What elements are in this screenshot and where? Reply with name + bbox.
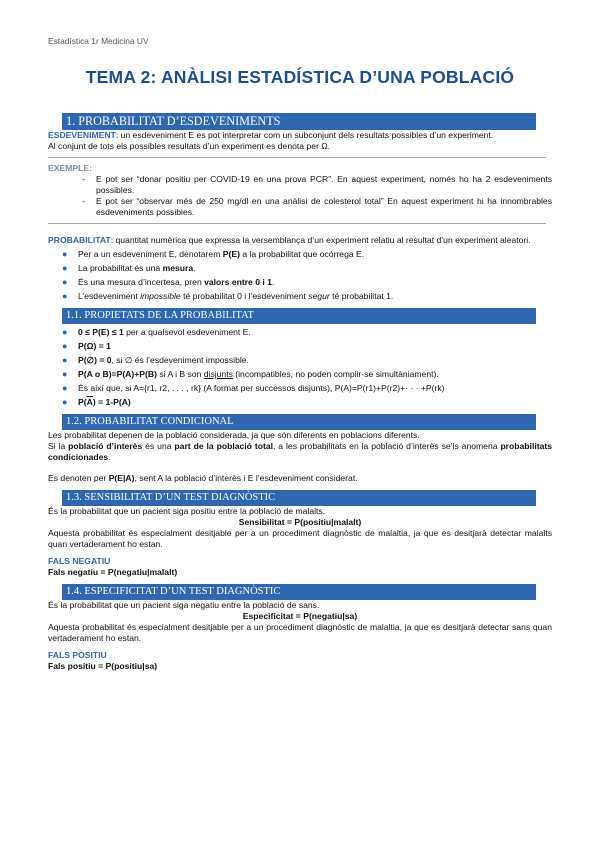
bullet-icon: ● (62, 277, 68, 287)
false-positive-label: FALS POSITIU (48, 650, 107, 660)
false-negative-label: FALS NEGATIU (48, 556, 111, 566)
paragraph: Aquesta probabilitat és especialment desitjable per a un procediment diagnòstic de malaltia, ja que es desitjarà detectar sans quan vertaderament ho estan. (48, 622, 552, 643)
event-def-text: : un esdeveniment E es pot interpretar com un subconjunt dels resultats possibles d’un experiment. (115, 130, 494, 140)
list-item: ● És una mesura d’incertesa, pren valors entre 0 i 1. (62, 277, 275, 287)
event-definition (48, 130, 552, 141)
bullet-icon: ● (62, 369, 68, 379)
list-item: ● P(Ω) = 1 (62, 341, 111, 351)
probability-def-text: : quantitat numèrica que expressa la versemblança d’un experiment relatiu al resultat d’un experiment aleatori. (110, 235, 531, 245)
bullet-icon: ● (62, 327, 68, 337)
bullet-icon: ● (62, 355, 68, 365)
formula: Sensibilitat = P(positiu|malalt) (238, 517, 362, 527)
example-label-text: EXEMPLE: (48, 163, 92, 173)
running-header: Estadística 1r Medicina UV (48, 36, 149, 46)
bullet-icon: ● (62, 263, 68, 273)
bullet-icon: ● (62, 397, 68, 407)
paragraph: Les probabilitat depenen de la població considerada, ja que són diferents en poblacions diferents. (48, 430, 420, 440)
probability-term: PROBABILITAT (48, 235, 111, 245)
formula: Fals positiu = P(positiu|sa) (48, 661, 158, 671)
event-term: ESDEVENIMENT (48, 130, 116, 140)
list-item: ● $P(\overline{A}) = 1-P(A)$ (62, 397, 131, 407)
list-item: ● L’esdeveniment impossible té probabilitat 0 i l’esdeveniment segur té probabilitat 1. (62, 291, 394, 301)
list-item: ● La probabilitat és una mesura. (62, 263, 196, 273)
example-item-2: - E pot ser “observar més de 250 mg/dl en una anàlisi de colesterol total” En aquest experiment hi ha innombrables esdeveniments possibles. (82, 196, 552, 218)
bullet-icon: ● (62, 341, 68, 351)
section-heading-1: 1. PROBABILITAT D’ESDEVENIMENTS (62, 113, 536, 130)
example-label (48, 163, 552, 174)
section-heading-1-4: 1.4. ESPECIFICITAT D’UN TEST DIAGNÒSTIC (62, 584, 536, 600)
list-item: ● P(A o B)=P(A)+P(B) si A i B son disjunts (incompatibles, no poden complir-se simultàniament). (62, 369, 439, 379)
list-item: ● Per a un esdeveniment E, denotarem P(E) a la probabilitat que ocórrega E. (62, 249, 365, 259)
document-title: TEMA 2: ANÀLISI ESTADÍSTICA D’UNA POBLACIÓ (85, 67, 515, 87)
list-item: ● 0 ≤ P(E) ≤ 1 per a qualsevol esdeveniment E. (62, 327, 251, 337)
formula: Fals negatiu = P(negatiu|malalt) (48, 567, 178, 577)
paragraph: Es denoten per P(E|A), sent A la població d’interès i E l’esdeveniment considerat. (48, 473, 358, 483)
probability-bullets (62, 249, 552, 302)
paragraph: És la probabilitat que un pacient siga positiu entre la població de malalts. (48, 506, 326, 516)
bullet-icon: ● (62, 249, 68, 259)
paragraph: Aquesta probabilitat és especialment desitjable per a un procediment diagnòstic de malaltia, ja que es desitjarà detectar malalts quan vertaderament ho estan. (48, 528, 552, 549)
properties-list (62, 327, 552, 408)
section-heading-1-1: 1.1. PROPIETATS DE LA PROBABILITAT (62, 308, 536, 324)
example-list (82, 174, 552, 218)
list-item: ● P(∅) = 0, si ∅ és l’esdeveniment impossible. (62, 355, 249, 365)
example-item-1: - E pot ser “donar positiu per COVID-19 en una prova PCR”. En aquest experiment, només ho ha 2 esdeveniments possibles. (82, 174, 552, 196)
divider (48, 223, 546, 224)
bullet-icon: ● (62, 383, 68, 393)
list-item: ● És així que, si A={r1, r2, . . . , rk} (A format per successos disjunts), P(A)=P(r1)+P(r2)+· · · +P(rk) (62, 383, 445, 393)
probability-definition (48, 235, 552, 246)
bullet-icon: ● (62, 291, 68, 301)
document-body (48, 113, 552, 672)
paragraph: És la probabilitat que un pacient siga negatiu entre la població de sans. (48, 600, 320, 610)
section-heading-1-3: 1.3. SENSIBILITAT D’UN TEST DIAGNÒSTIC (62, 490, 536, 506)
omega-line: Al conjunt de tots els possibles resultats d’un experiment es denota per Ω. (48, 141, 331, 151)
divider (48, 157, 546, 158)
section-heading-1-2: 1.2. PROBABILITAT CONDICIONAL (62, 414, 536, 430)
formula: Especificitat = P(negatiu|sa) (242, 611, 358, 621)
paragraph: Si la població d’interès és una part de la població total, a les probabilitats en la població d’interès se’ls anomena probabilitats condicionades. (48, 441, 553, 462)
